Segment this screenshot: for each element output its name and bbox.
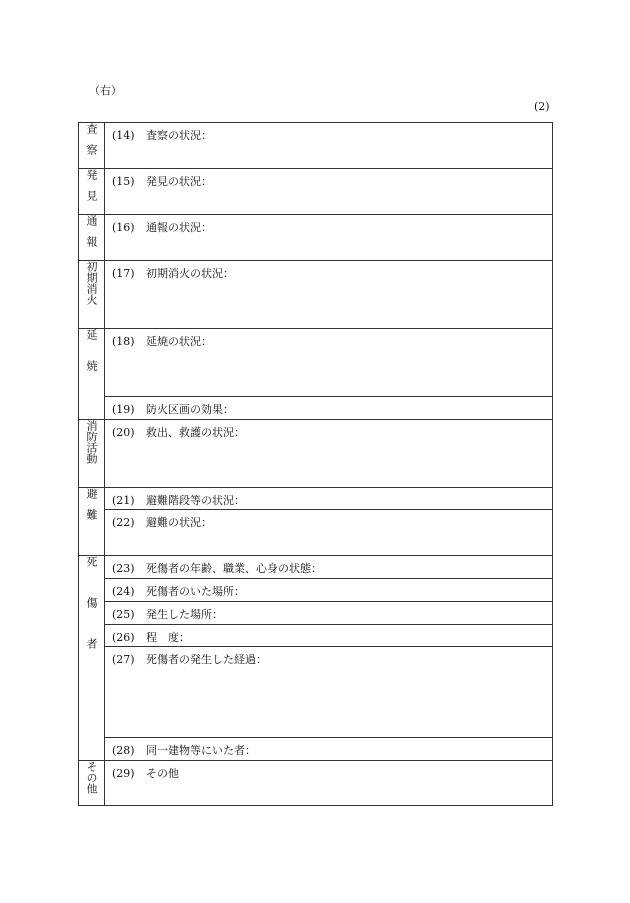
item-label: 救出、救護の状況： xyxy=(146,426,245,439)
category-cell xyxy=(79,329,105,420)
row-22 xyxy=(79,510,553,556)
item-label: 延焼の状況： xyxy=(146,335,212,348)
fire-report-form-table xyxy=(78,122,553,806)
item-label: 初期消火の状況： xyxy=(146,267,234,280)
item-cell[interactable] xyxy=(105,329,553,397)
item-label: 避難の状況： xyxy=(146,516,212,529)
item-label: 避難階段等の状況： xyxy=(146,494,245,507)
item-number: (18) xyxy=(112,335,135,348)
item-label: 同一建物等にいた者： xyxy=(146,744,256,757)
category-discovery: 発見 xyxy=(85,169,98,211)
row-28 xyxy=(79,738,553,761)
row-14 xyxy=(79,123,553,169)
item-number: (19) xyxy=(112,403,135,416)
item-label: 発生した場所： xyxy=(146,608,223,621)
item-cell[interactable] xyxy=(105,625,553,647)
category-cell xyxy=(79,123,105,169)
row-27 xyxy=(79,647,553,738)
category-fire-spread: 延焼 xyxy=(85,329,98,391)
item-number: (28) xyxy=(112,744,135,757)
row-21 xyxy=(79,488,553,510)
row-19 xyxy=(79,397,553,420)
category-cell xyxy=(79,261,105,329)
item-number: (16) xyxy=(112,221,135,234)
category-casualties: 死傷者 xyxy=(85,556,98,679)
item-number: (14) xyxy=(112,129,135,142)
item-cell[interactable] xyxy=(105,761,553,806)
row-18 xyxy=(79,329,553,397)
row-25 xyxy=(79,602,553,625)
item-label: 程 度： xyxy=(146,631,190,644)
item-label: 死傷者の発生した経過： xyxy=(146,653,267,666)
category-cell xyxy=(79,215,105,261)
item-cell[interactable] xyxy=(105,647,553,738)
item-cell[interactable] xyxy=(105,169,553,215)
item-cell[interactable] xyxy=(105,215,553,261)
item-number: (25) xyxy=(112,608,135,621)
item-label: 死傷者のいた場所： xyxy=(146,585,245,598)
category-initial-extinguishing: 初期消火 xyxy=(85,261,98,305)
item-number: (24) xyxy=(112,585,135,598)
item-cell[interactable] xyxy=(105,579,553,602)
item-cell[interactable] xyxy=(105,123,553,169)
category-cell xyxy=(79,488,105,556)
row-15 xyxy=(79,169,553,215)
row-23 xyxy=(79,556,553,579)
row-16 xyxy=(79,215,553,261)
row-26 xyxy=(79,625,553,647)
row-20 xyxy=(79,420,553,488)
item-cell[interactable] xyxy=(105,738,553,761)
category-cell xyxy=(79,556,105,761)
item-number: (17) xyxy=(112,267,135,280)
item-cell[interactable] xyxy=(105,261,553,329)
item-label: 防火区画の効果： xyxy=(146,403,234,416)
item-number: (15) xyxy=(112,175,135,188)
category-report: 通報 xyxy=(85,215,98,257)
item-label: その他 xyxy=(146,767,179,780)
item-cell[interactable] xyxy=(105,488,553,510)
category-cell xyxy=(79,761,105,806)
item-label: 通報の状況： xyxy=(146,221,212,234)
category-cell xyxy=(79,420,105,488)
item-number: (23) xyxy=(112,562,135,575)
page-number: (2) xyxy=(534,100,550,113)
side-label: （右） xyxy=(89,84,122,97)
item-label: 発見の状況： xyxy=(146,175,212,188)
item-number: (20) xyxy=(112,426,135,439)
row-24 xyxy=(79,579,553,602)
item-number: (27) xyxy=(112,653,135,666)
category-inspection: 査察 xyxy=(85,123,98,165)
item-cell[interactable] xyxy=(105,602,553,625)
item-cell[interactable] xyxy=(105,397,553,420)
row-29 xyxy=(79,761,553,806)
row-17 xyxy=(79,261,553,329)
item-label: 死傷者の年齢、職業、心身の状態： xyxy=(146,562,322,575)
item-number: (22) xyxy=(112,516,135,529)
category-other: その他 xyxy=(85,761,98,794)
item-cell[interactable] xyxy=(105,510,553,556)
item-label: 査察の状況： xyxy=(146,129,212,142)
category-cell xyxy=(79,169,105,215)
item-cell[interactable] xyxy=(105,556,553,579)
item-cell[interactable] xyxy=(105,420,553,488)
category-evacuation: 避難 xyxy=(85,488,98,530)
item-number: (29) xyxy=(112,767,135,780)
item-number: (21) xyxy=(112,494,135,507)
item-number: (26) xyxy=(112,631,135,644)
category-firefighting: 消防活動 xyxy=(85,420,98,464)
